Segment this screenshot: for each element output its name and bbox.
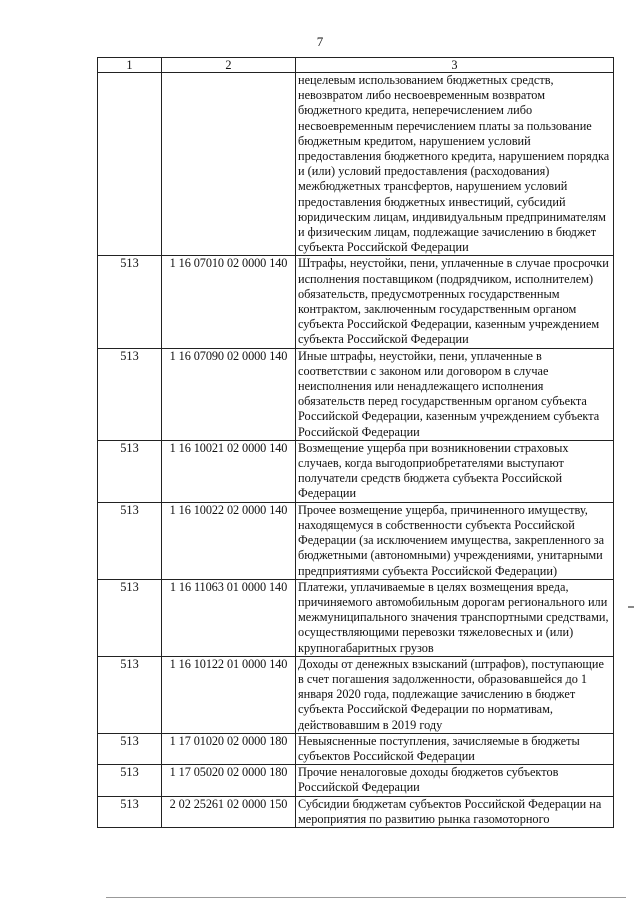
admin-code-cell: 513 bbox=[98, 656, 162, 733]
revenue-name-cell: Иные штрафы, неустойки, пени, уплаченные в соответствии с законом или договором в случае неисполнения или ненадлежащего исполнения обязательств перед государственным органом субъекта Российской Федерации, казенным учреждением субъекта Российской Федерации bbox=[296, 348, 614, 440]
revenue-name-cell: нецелевым использованием бюджетных средств, невозвратом либо несвоевременным возвратом бюджетного кредита, неперечислением либо несвоевременным перечислением платы за пользование бюджетным кредитом, нарушением условий предоставления бюджетного кредита, нарушением порядка и (или) условий предоставления (расходования) межбюджетных трансфертов, нарушением условий предоставления бюджетных инвестиций, субсидий юридическим лицам, индивидуальным предпринимателям и физическим лицам, подлежащие зачислению в бюджет субъекта Российской Федерации bbox=[296, 73, 614, 256]
admin-code-cell: 513 bbox=[98, 348, 162, 440]
revenue-code-cell bbox=[162, 73, 296, 256]
table-header-row bbox=[98, 58, 614, 73]
table-row bbox=[98, 765, 614, 796]
admin-code-cell: 513 bbox=[98, 579, 162, 656]
revenue-code-cell: 1 16 07010 02 0000 140 bbox=[162, 256, 296, 348]
table-row bbox=[98, 796, 614, 827]
admin-code-cell: 513 bbox=[98, 440, 162, 502]
scan-artifact-mark bbox=[628, 606, 634, 608]
admin-code-cell: 513 bbox=[98, 733, 162, 764]
table-row bbox=[98, 256, 614, 348]
admin-code-cell: 513 bbox=[98, 256, 162, 348]
revenue-name-cell: Невыясненные поступления, зачисляемые в бюджеты субъектов Российской Федерации bbox=[296, 733, 614, 764]
column-header-2: 2 bbox=[162, 58, 296, 73]
column-header-1: 1 bbox=[98, 58, 162, 73]
admin-code-cell bbox=[98, 73, 162, 256]
revenue-code-cell: 1 17 01020 02 0000 180 bbox=[162, 733, 296, 764]
revenue-code-cell: 1 16 07090 02 0000 140 bbox=[162, 348, 296, 440]
revenue-name-cell: Субсидии бюджетам субъектов Российской Федерации на мероприятия по развитию рынка газомоторного bbox=[296, 796, 614, 827]
revenue-name-cell: Возмещение ущерба при возникновении страховых случаев, когда выгодоприобретателями выступают получатели средств бюджета субъекта Российской Федерации bbox=[296, 440, 614, 502]
revenue-name-cell: Платежи, уплачиваемые в целях возмещения вреда, причиняемого автомобильным дорогам регионального или межмуниципального значения транспортными средствами, осуществляющими перевозки тяжеловесных и (или) крупногабаритных грузов bbox=[296, 579, 614, 656]
table-row bbox=[98, 502, 614, 579]
revenue-name-cell: Прочие неналоговые доходы бюджетов субъектов Российской Федерации bbox=[296, 765, 614, 796]
revenue-code-cell: 2 02 25261 02 0000 150 bbox=[162, 796, 296, 827]
revenue-codes-table bbox=[97, 57, 614, 828]
revenue-code-cell: 1 16 10022 02 0000 140 bbox=[162, 502, 296, 579]
revenue-code-cell: 1 16 10021 02 0000 140 bbox=[162, 440, 296, 502]
admin-code-cell: 513 bbox=[98, 502, 162, 579]
revenue-code-cell: 1 16 10122 01 0000 140 bbox=[162, 656, 296, 733]
revenue-name-cell: Доходы от денежных взысканий (штрафов), поступающие в счет погашения задолженности, образовавшейся до 1 января 2020 года, подлежащие зачислению в бюджет субъекта Российской Федерации по нормативам, действовавшим в 2019 году bbox=[296, 656, 614, 733]
table-row bbox=[98, 733, 614, 764]
column-header-3: 3 bbox=[296, 58, 614, 73]
revenue-code-cell: 1 16 11063 01 0000 140 bbox=[162, 579, 296, 656]
table-row bbox=[98, 73, 614, 256]
page-bottom-edge bbox=[106, 897, 626, 898]
revenue-code-cell: 1 17 05020 02 0000 180 bbox=[162, 765, 296, 796]
table-row bbox=[98, 348, 614, 440]
admin-code-cell: 513 bbox=[98, 796, 162, 827]
admin-code-cell: 513 bbox=[98, 765, 162, 796]
table-row bbox=[98, 440, 614, 502]
page-number: 7 bbox=[316, 34, 324, 49]
revenue-name-cell: Штрафы, неустойки, пени, уплаченные в случае просрочки исполнения поставщиком (подрядчиком, исполнителем) обязательств, предусмотренных государственным контрактом, заключенным государственным органом субъекта Российской Федерации, казенным учреждением субъекта Российской Федерации bbox=[296, 256, 614, 348]
table-row bbox=[98, 579, 614, 656]
table-row bbox=[98, 656, 614, 733]
revenue-name-cell: Прочее возмещение ущерба, причиненного имуществу, находящемуся в собственности субъекта Российской Федерации (за исключением имущества, закрепленного за бюджетными (автономными) учреждениями, унитарными предприятиями субъекта Российской Федерации) bbox=[296, 502, 614, 579]
